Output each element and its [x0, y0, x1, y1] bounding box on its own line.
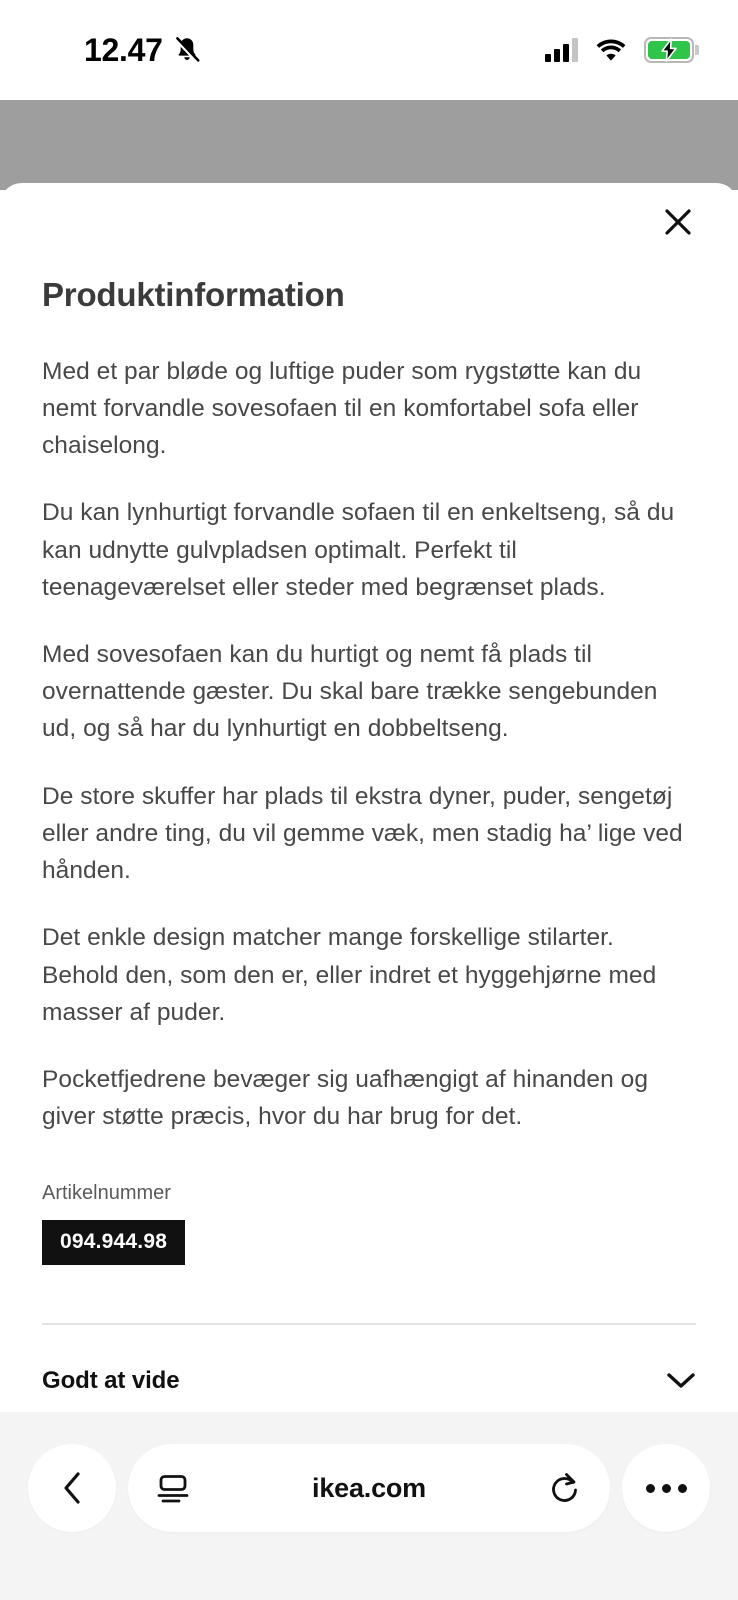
reload-icon[interactable]: [548, 1471, 582, 1505]
browser-toolbar: [0, 1412, 738, 1600]
description-paragraph: Med sovesofaen kan du hurtigt og nemt få plads til overnattende gæster. Du skal bare trække sengebunden ud, og så har du lynhurtigt en dobbeltseng.: [42, 641, 658, 743]
page-title: Produktinformation: [42, 276, 345, 313]
description-paragraph: Pocketfjedrene bevæger sig uafhængigt af hinanden og giver støtte præcis, hvor du har brug for det.: [42, 1066, 648, 1131]
accordion-label: Godt at vide: [42, 1366, 180, 1394]
accordion-godt-at-vide[interactable]: [42, 1325, 696, 1395]
status-bar-right: [545, 37, 694, 63]
close-button[interactable]: [656, 200, 700, 244]
close-icon: [663, 207, 693, 237]
bell-slash-icon: [173, 35, 201, 65]
status-time: 12.47: [84, 32, 163, 68]
article-number-label: Artikelnummer: [42, 1181, 171, 1204]
cellular-signal-icon: [545, 38, 578, 62]
chevron-down-icon: [666, 1372, 696, 1390]
description-paragraph: Du kan lynhurtigt forvandle sofaen til en enkeltseng, så du kan udnytte gulvpladsen optimalt. Perfekt til teenageværelset eller steder med begrænset plads.: [42, 499, 675, 601]
more-options-button[interactable]: [622, 1444, 710, 1532]
url-text: ikea.com: [312, 1472, 426, 1503]
product-information-sheet: [0, 183, 738, 1600]
status-bar: [0, 0, 738, 100]
back-chevron-icon: [57, 1471, 87, 1505]
description-paragraph: Det enkle design matcher mange forskellige stilarter. Behold den, som den er, eller indret et hyggehjørne med masser af puder.: [42, 924, 657, 1026]
reader-mode-icon[interactable]: [156, 1471, 190, 1505]
description-paragraph: Med et par bløde og luftige puder som rygstøtte kan du nemt forvandle sovesofaen til en komfortabel sofa eller chaiselong.: [42, 357, 642, 460]
wifi-icon: [595, 38, 627, 62]
article-number-badge: 094.944.98: [42, 1220, 185, 1265]
address-bar[interactable]: [128, 1444, 610, 1532]
modal-backdrop[interactable]: [0, 100, 738, 190]
back-button[interactable]: [28, 1444, 116, 1532]
more-options-icon: [646, 1484, 687, 1493]
status-bar-left: [84, 34, 201, 66]
description-paragraph: De store skuffer har plads til ekstra dyner, puder, sengetøj eller andre ting, du vil gemme væk, men stadig ha’ lige ved hånden.: [42, 782, 683, 885]
sheet-content: [0, 183, 738, 1395]
battery-charging-icon: [644, 37, 694, 63]
